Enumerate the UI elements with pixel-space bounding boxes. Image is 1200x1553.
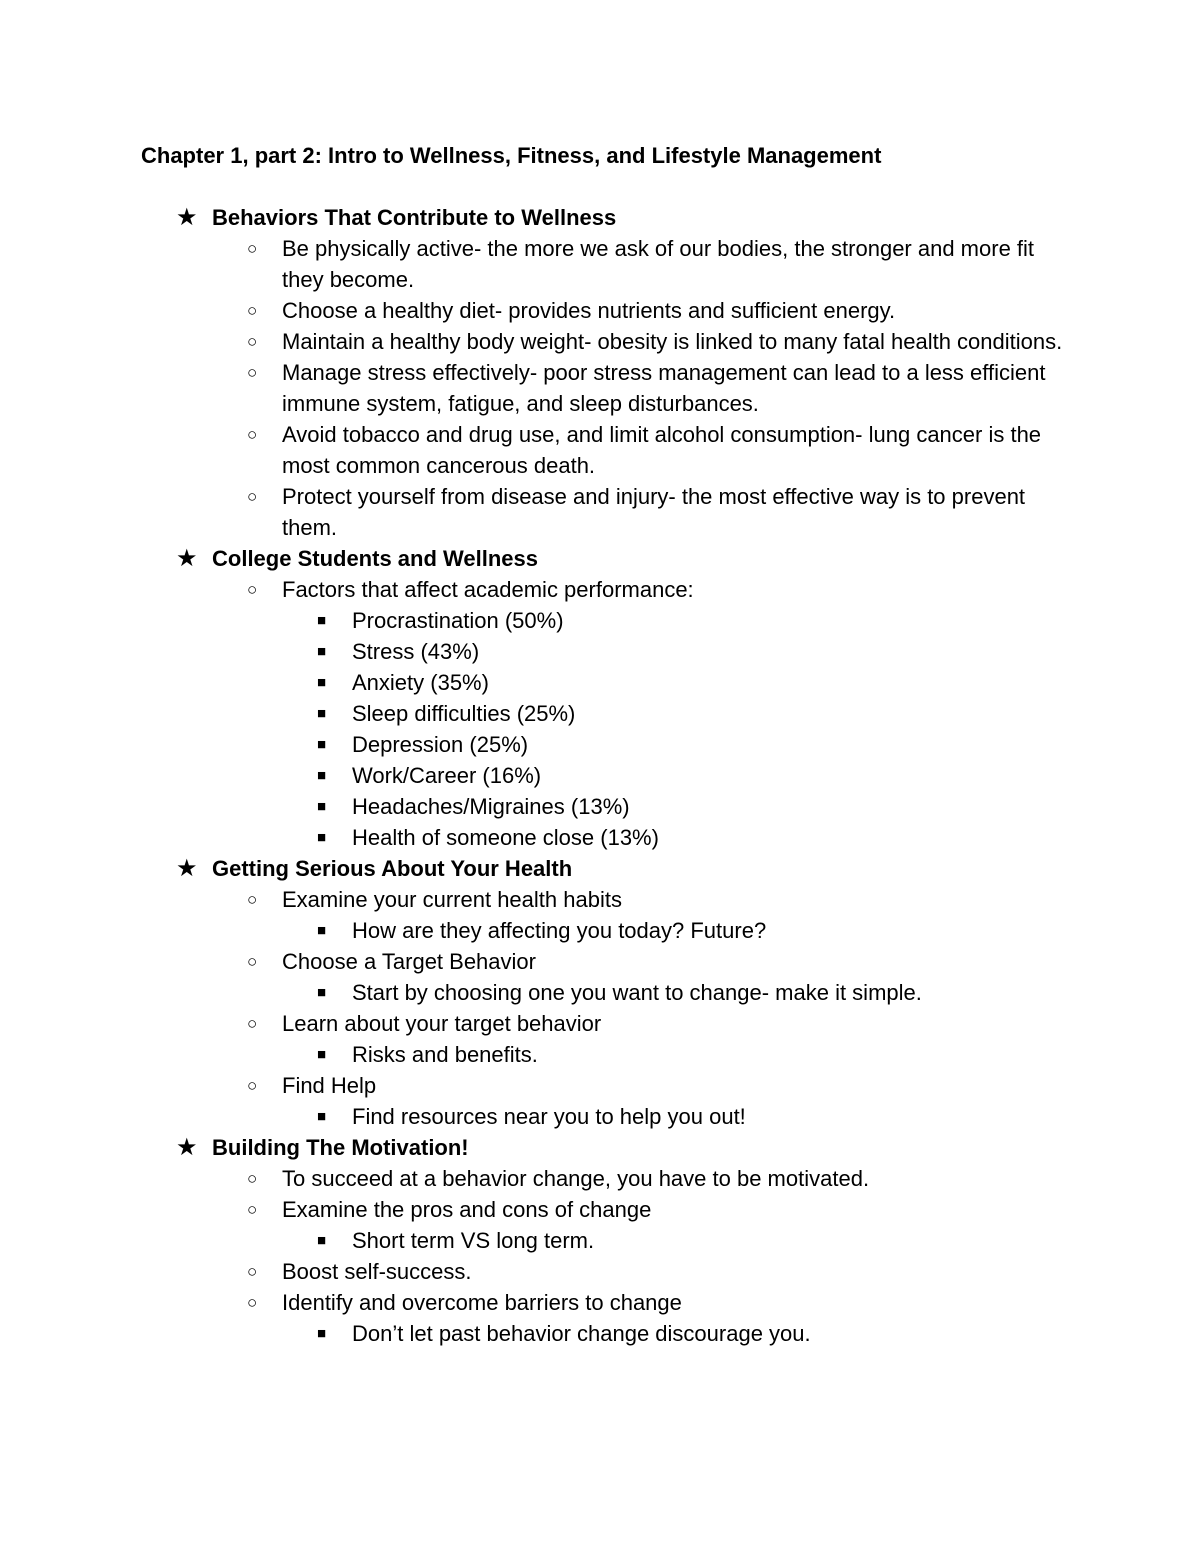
star-bullet-icon: ★ bbox=[176, 545, 198, 572]
section-heading bbox=[0, 202, 1200, 233]
list-item-text: Start by choosing one you want to change- make it simple. bbox=[352, 980, 922, 1005]
hollow-circle-bullet-icon: ○ bbox=[247, 1169, 258, 1188]
list-item-text: Procrastination (50%) bbox=[352, 608, 564, 633]
sub-list-item bbox=[0, 915, 1200, 946]
list-item-text: Manage stress effectively- poor stress management can lead to a less efficient immune system, fatigue, and sleep disturbances. bbox=[282, 360, 1046, 416]
section-heading-text: College Students and Wellness bbox=[212, 546, 538, 571]
sub-list-item bbox=[0, 791, 1200, 822]
list-item-text: Identify and overcome barriers to change bbox=[282, 1290, 682, 1315]
list-item-text: Stress (43%) bbox=[352, 639, 480, 664]
list-item-text: To succeed at a behavior change, you have to be motivated. bbox=[282, 1166, 870, 1191]
square-bullet-icon: ■ bbox=[317, 1108, 327, 1125]
hollow-circle-bullet-icon: ○ bbox=[247, 332, 258, 351]
list-item bbox=[0, 419, 1072, 481]
list-item-text: Find resources near you to help you out! bbox=[352, 1104, 746, 1129]
list-item-text: Health of someone close (13%) bbox=[352, 825, 659, 850]
page-title: Chapter 1, part 2: Intro to Wellness, Fitness, and Lifestyle Management bbox=[141, 143, 882, 168]
list-item-text: Protect yourself from disease and injury- the most effective way is to prevent them. bbox=[282, 484, 1026, 540]
square-bullet-icon: ■ bbox=[317, 1046, 327, 1063]
list-item bbox=[0, 1070, 1072, 1101]
sub-list-item bbox=[0, 698, 1200, 729]
list-item-text: Risks and benefits. bbox=[352, 1042, 538, 1067]
square-bullet-icon: ■ bbox=[317, 798, 327, 815]
list-item-text: Anxiety (35%) bbox=[352, 670, 489, 695]
hollow-circle-bullet-icon: ○ bbox=[247, 1293, 258, 1312]
list-item bbox=[0, 233, 1072, 295]
list-item-text: How are they affecting you today? Future? bbox=[352, 918, 767, 943]
sub-list-item bbox=[0, 1225, 1200, 1256]
star-bullet-icon: ★ bbox=[176, 204, 198, 231]
hollow-circle-bullet-icon: ○ bbox=[247, 301, 258, 320]
sub-list-item bbox=[0, 822, 1200, 853]
square-bullet-icon: ■ bbox=[317, 736, 327, 753]
list-item-text: Don’t let past behavior change discourage you. bbox=[352, 1321, 811, 1346]
hollow-circle-bullet-icon: ○ bbox=[247, 1200, 258, 1219]
section-heading-text: Getting Serious About Your Health bbox=[212, 856, 573, 881]
hollow-circle-bullet-icon: ○ bbox=[247, 363, 258, 382]
list-item bbox=[0, 295, 1072, 326]
star-bullet-icon: ★ bbox=[176, 855, 198, 882]
sub-list-item bbox=[0, 760, 1200, 791]
hollow-circle-bullet-icon: ○ bbox=[247, 487, 258, 506]
square-bullet-icon: ■ bbox=[317, 643, 327, 660]
list-item bbox=[0, 1256, 1072, 1287]
square-bullet-icon: ■ bbox=[317, 829, 327, 846]
square-bullet-icon: ■ bbox=[317, 1232, 327, 1249]
section-heading-text: Building The Motivation! bbox=[212, 1135, 469, 1160]
list-item bbox=[0, 946, 1072, 977]
list-item bbox=[0, 574, 1072, 605]
square-bullet-icon: ■ bbox=[317, 767, 327, 784]
list-item-text: Examine your current health habits bbox=[282, 887, 622, 912]
sub-list-item bbox=[0, 605, 1200, 636]
list-item bbox=[0, 1287, 1072, 1318]
square-bullet-icon: ■ bbox=[317, 922, 327, 939]
list-item-text: Depression (25%) bbox=[352, 732, 529, 757]
hollow-circle-bullet-icon: ○ bbox=[247, 890, 258, 909]
list-item-text: Headaches/Migraines (13%) bbox=[352, 794, 630, 819]
list-item bbox=[0, 1163, 1072, 1194]
hollow-circle-bullet-icon: ○ bbox=[247, 580, 258, 599]
sub-list-item bbox=[0, 1039, 1200, 1070]
list-item-text: Sleep difficulties (25%) bbox=[352, 701, 576, 726]
sub-list-item bbox=[0, 636, 1200, 667]
hollow-circle-bullet-icon: ○ bbox=[247, 425, 258, 444]
sub-list-item bbox=[0, 977, 1200, 1008]
list-item bbox=[0, 481, 1072, 543]
square-bullet-icon: ■ bbox=[317, 612, 327, 629]
list-item-text: Factors that affect academic performance: bbox=[282, 577, 694, 602]
list-item bbox=[0, 326, 1072, 357]
sub-list-item bbox=[0, 1318, 1200, 1349]
list-item-text: Maintain a healthy body weight- obesity is linked to many fatal health conditions. bbox=[282, 329, 1063, 354]
hollow-circle-bullet-icon: ○ bbox=[247, 1076, 258, 1095]
section-heading bbox=[0, 853, 1200, 884]
star-bullet-icon: ★ bbox=[176, 1134, 198, 1161]
outline-list bbox=[0, 202, 1200, 1349]
list-item-text: Avoid tobacco and drug use, and limit alcohol consumption- lung cancer is the most common cancerous death. bbox=[282, 422, 1042, 478]
list-item bbox=[0, 1008, 1072, 1039]
hollow-circle-bullet-icon: ○ bbox=[247, 1014, 258, 1033]
list-item-text: Find Help bbox=[282, 1073, 377, 1098]
list-item bbox=[0, 884, 1072, 915]
list-item-text: Choose a Target Behavior bbox=[282, 949, 536, 974]
section-heading bbox=[0, 1132, 1200, 1163]
list-item-text: Be physically active- the more we ask of our bodies, the stronger and more fit they become. bbox=[282, 236, 1035, 292]
list-item bbox=[0, 357, 1072, 419]
square-bullet-icon: ■ bbox=[317, 984, 327, 1001]
list-item-text: Learn about your target behavior bbox=[282, 1011, 602, 1036]
square-bullet-icon: ■ bbox=[317, 1325, 327, 1342]
list-item-text: Boost self-success. bbox=[282, 1259, 472, 1284]
list-item bbox=[0, 1194, 1072, 1225]
hollow-circle-bullet-icon: ○ bbox=[247, 239, 258, 258]
square-bullet-icon: ■ bbox=[317, 674, 327, 691]
hollow-circle-bullet-icon: ○ bbox=[247, 952, 258, 971]
list-item-text: Examine the pros and cons of change bbox=[282, 1197, 652, 1222]
section-heading bbox=[0, 543, 1200, 574]
list-item-text: Short term VS long term. bbox=[352, 1228, 595, 1253]
section-heading-text: Behaviors That Contribute to Wellness bbox=[212, 205, 617, 230]
square-bullet-icon: ■ bbox=[317, 705, 327, 722]
sub-list-item bbox=[0, 1101, 1200, 1132]
sub-list-item bbox=[0, 729, 1200, 760]
list-item-text: Choose a healthy diet- provides nutrients and sufficient energy. bbox=[282, 298, 896, 323]
hollow-circle-bullet-icon: ○ bbox=[247, 1262, 258, 1281]
sub-list-item bbox=[0, 667, 1200, 698]
list-item-text: Work/Career (16%) bbox=[352, 763, 542, 788]
